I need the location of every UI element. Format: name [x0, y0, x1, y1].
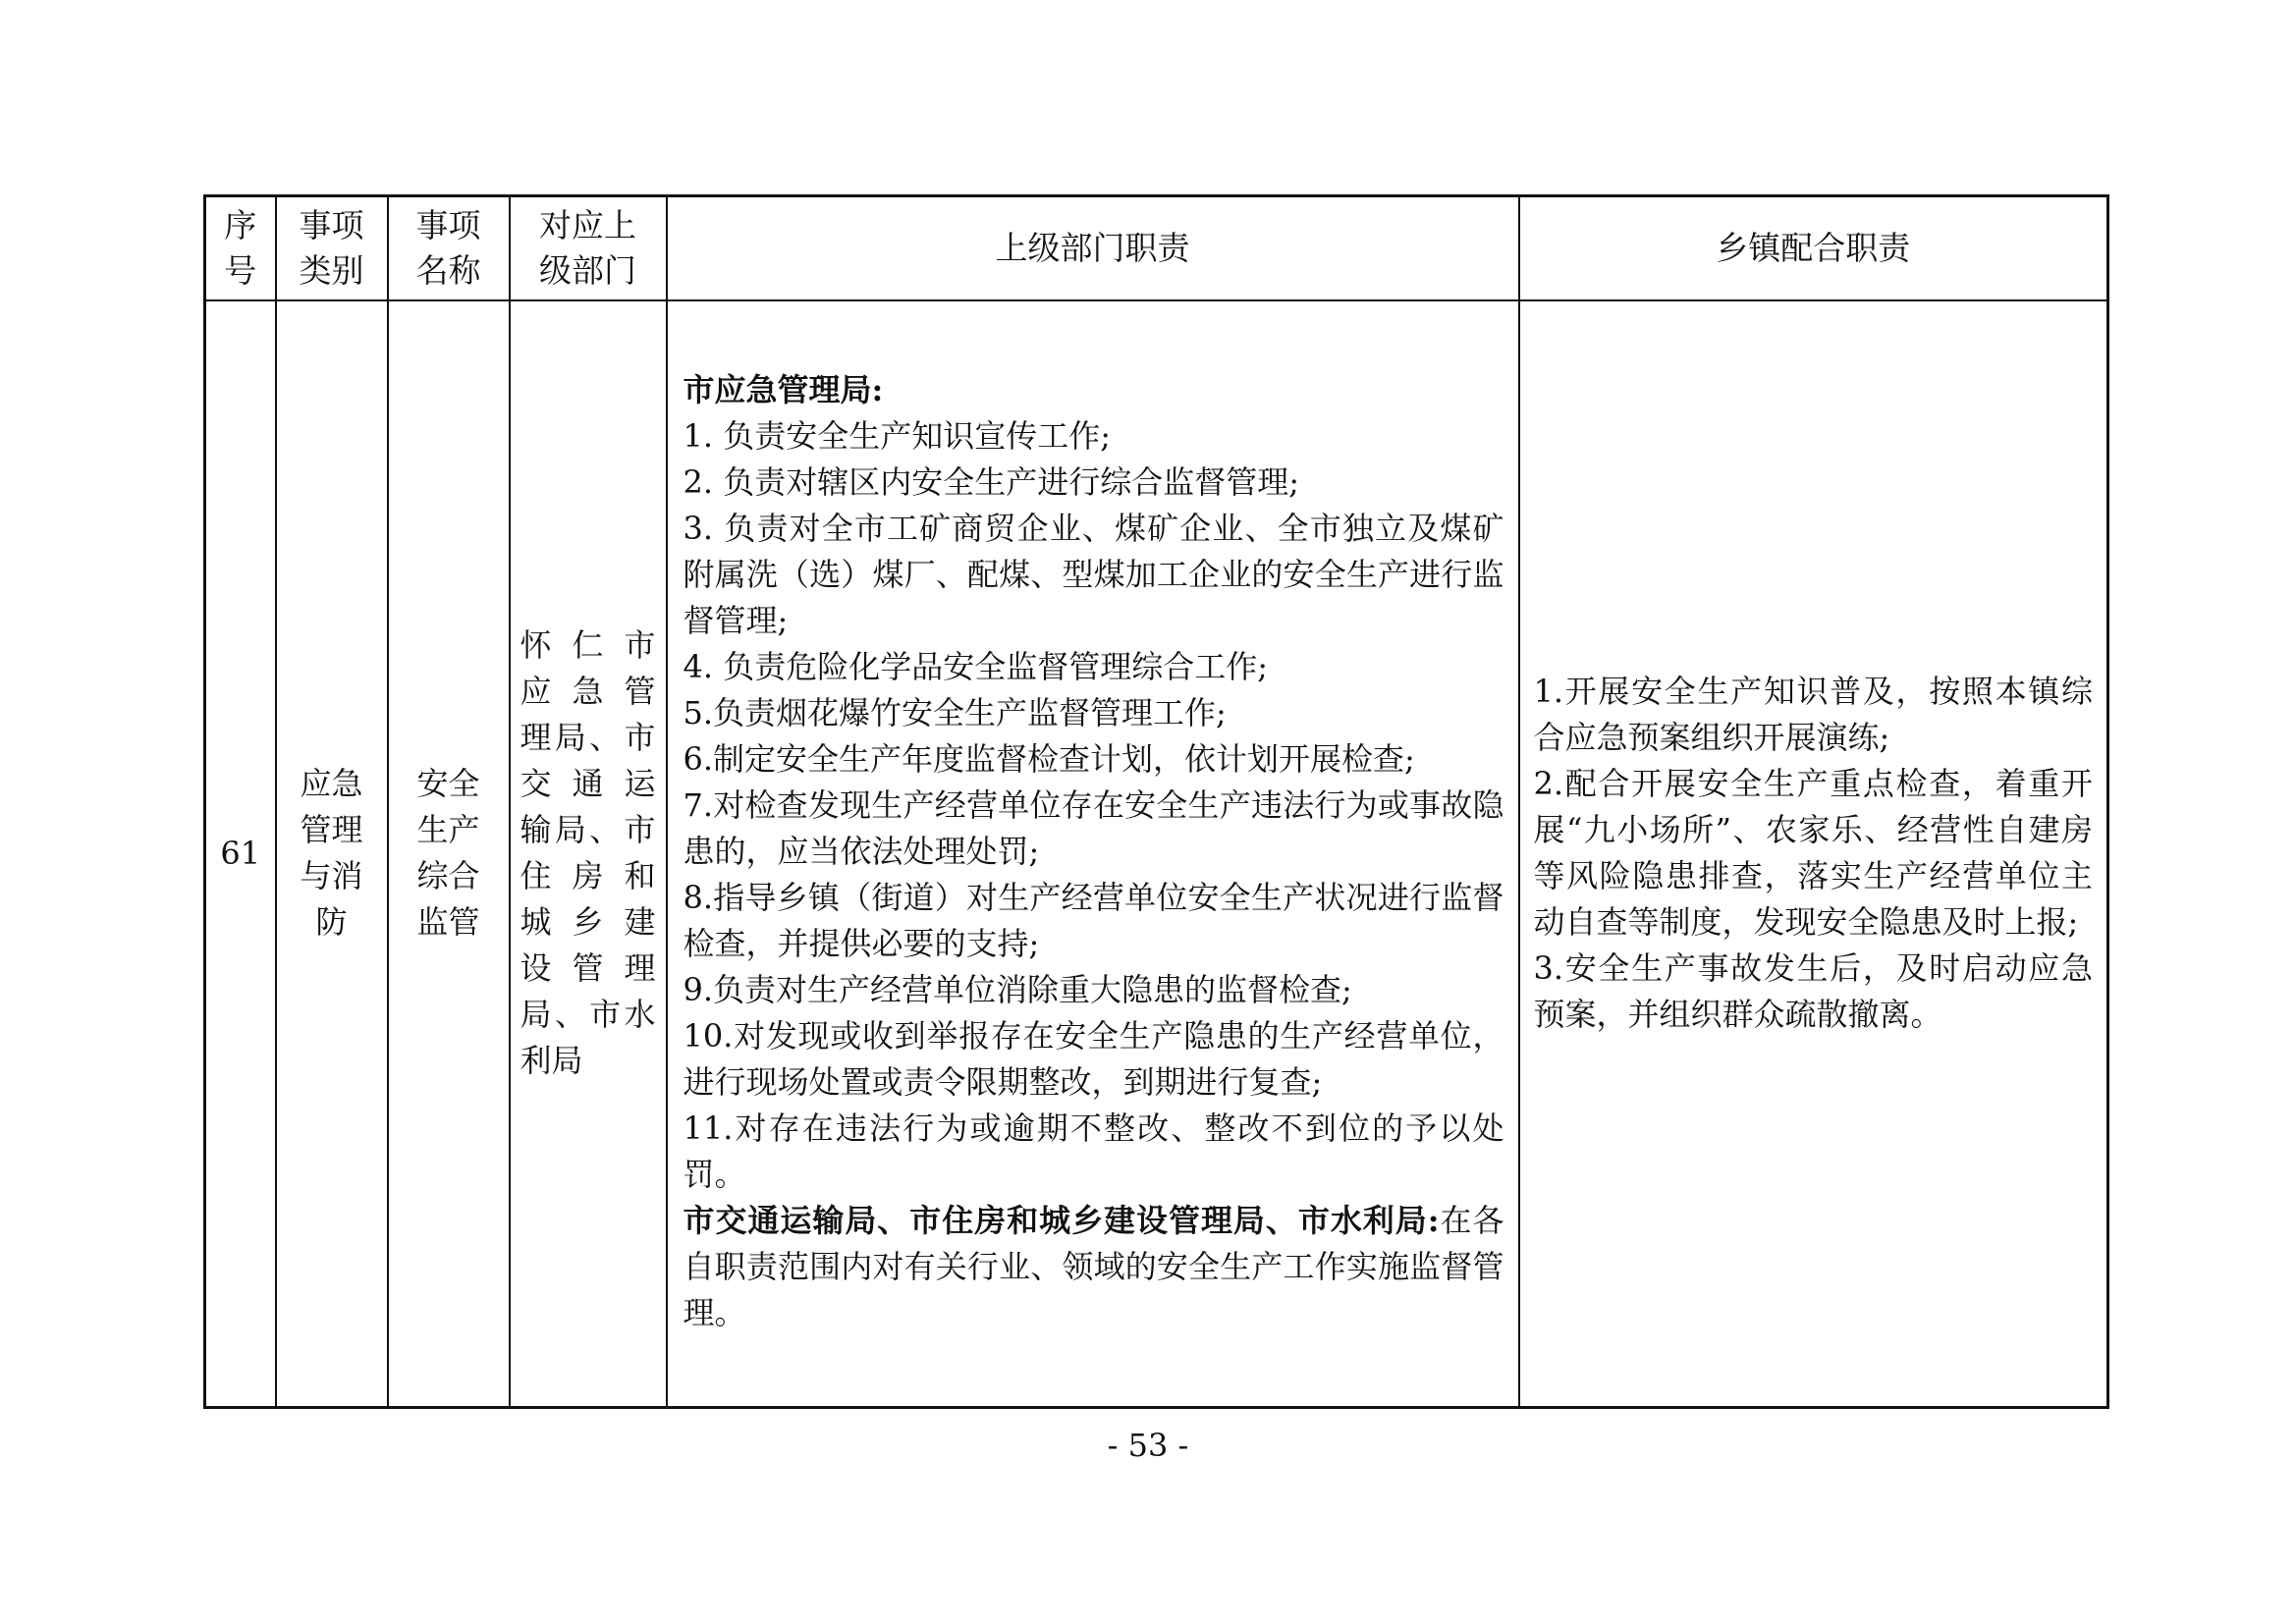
town-duty-item: 2.配合开展安全生产重点检查，着重开展“九小场所”、农家乐、经营性自建房等风险隐患排查，落实生产经营单位主动自查等制度，发现安全隐患及时上报;	[1533, 765, 2093, 942]
upper-duty-item: 6.制定安全生产年度监督检查计划，依计划开展检查;	[683, 739, 1415, 778]
header-seq	[205, 196, 276, 300]
row-name-line: 监管	[416, 903, 480, 942]
upper-duty-item: 7.对检查发现生产经营单位存在安全生产违法行为或事故隐患的，应当依法处理处罚;	[683, 785, 1504, 870]
row-category-line: 应急	[300, 765, 363, 803]
upper-duty-heading: 市应急管理局:	[683, 370, 884, 408]
upper-duty-item: 8.指导乡镇（街道）对生产经营单位安全生产状况进行监督检查，并提供必要的支持;	[683, 878, 1504, 962]
row-category-line: 防	[315, 903, 348, 942]
header-dept	[510, 196, 667, 300]
row-dept-line: 应 急 管	[519, 673, 656, 711]
header-dept-line: 对应上	[539, 205, 636, 244]
upper-duty-other-text: 在各自职责范围内对有关行业、领域的安全生产工作实施监督管理。	[683, 1201, 1504, 1331]
upper-duty-other-lead: 市交通运输局、市住房和城乡建设管理局、市水利局:	[683, 1201, 1440, 1239]
header-name-line: 事项	[415, 205, 481, 244]
header-seq-line: 序	[224, 205, 257, 244]
row-seq: 61	[205, 300, 276, 1408]
header-dept-line: 级部门	[539, 250, 636, 290]
upper-duty-item: 3. 负责对全市工矿商贸企业、煤矿企业、全市独立及煤矿附属洗（选）煤厂、配煤、型煤加工企业的安全生产进行监督管理;	[683, 509, 1504, 639]
row-dept-line: 利局	[519, 1042, 583, 1080]
row-dept-line: 局、市水	[519, 996, 656, 1034]
row-dept-line: 怀 仁 市	[519, 626, 656, 665]
row-category	[276, 300, 388, 1408]
upper-duty-item: 4. 负责危险化学品安全监督管理综合工作;	[683, 647, 1268, 685]
upper-duty-item: 5.负责烟花爆竹安全生产监督管理工作;	[683, 693, 1227, 731]
row-town-duty	[1519, 300, 2108, 1408]
row-dept-line: 理局、市	[519, 719, 656, 757]
row-dept-line: 城 乡 建	[519, 903, 656, 942]
row-category-line: 管理	[300, 811, 363, 849]
header-name-line: 名称	[415, 250, 481, 290]
row-category-line: 与消	[300, 857, 363, 895]
row-dept-line: 输局、市	[519, 811, 656, 849]
row-name-line: 安全	[416, 765, 480, 803]
upper-duty-item: 1. 负责安全生产知识宣传工作;	[683, 416, 1111, 455]
header-upper-duty: 上级部门职责	[667, 196, 1519, 300]
row-dept-line: 交 通 运	[519, 765, 656, 803]
row-name	[388, 300, 510, 1408]
header-seq-line: 号	[224, 250, 257, 290]
upper-duty-item: 11.对存在违法行为或逾期不整改、整改不到位的予以处罚。	[683, 1109, 1504, 1193]
town-duty-item: 1.开展安全生产知识普及，按照本镇综合应急预案组织开展演练;	[1533, 673, 2093, 757]
header-town-duty: 乡镇配合职责	[1519, 196, 2108, 300]
responsibility-table	[203, 194, 2109, 1409]
page-number: - 53 -	[1107, 1427, 1189, 1464]
header-category-line: 事项	[299, 205, 364, 244]
table-header-row	[205, 196, 2108, 300]
row-dept-line: 设 管 理	[519, 949, 656, 988]
upper-duty-item: 2. 负责对辖区内安全生产进行综合监督管理;	[683, 462, 1299, 501]
row-dept	[510, 300, 667, 1408]
row-name-line: 综合	[416, 857, 480, 895]
row-name-line: 生产	[416, 811, 480, 849]
header-name	[388, 196, 510, 300]
upper-duty-other	[683, 1198, 1504, 1336]
header-category	[276, 196, 388, 300]
upper-duty-item: 10.对发现或收到举报存在安全生产隐患的生产经营单位，进行现场处置或责令限期整改，到期进行复查;	[683, 1016, 1504, 1101]
town-duty-item: 3.安全生产事故发生后，及时启动应急预案，并组织群众疏散撤离。	[1533, 949, 2093, 1034]
table-row	[205, 300, 2108, 1408]
upper-duty-item: 9.负责对生产经营单位消除重大隐患的监督检查;	[683, 970, 1352, 1008]
row-dept-line: 住 房 和	[519, 857, 656, 895]
row-upper-duty	[667, 300, 1519, 1408]
header-category-line: 类别	[299, 250, 364, 290]
